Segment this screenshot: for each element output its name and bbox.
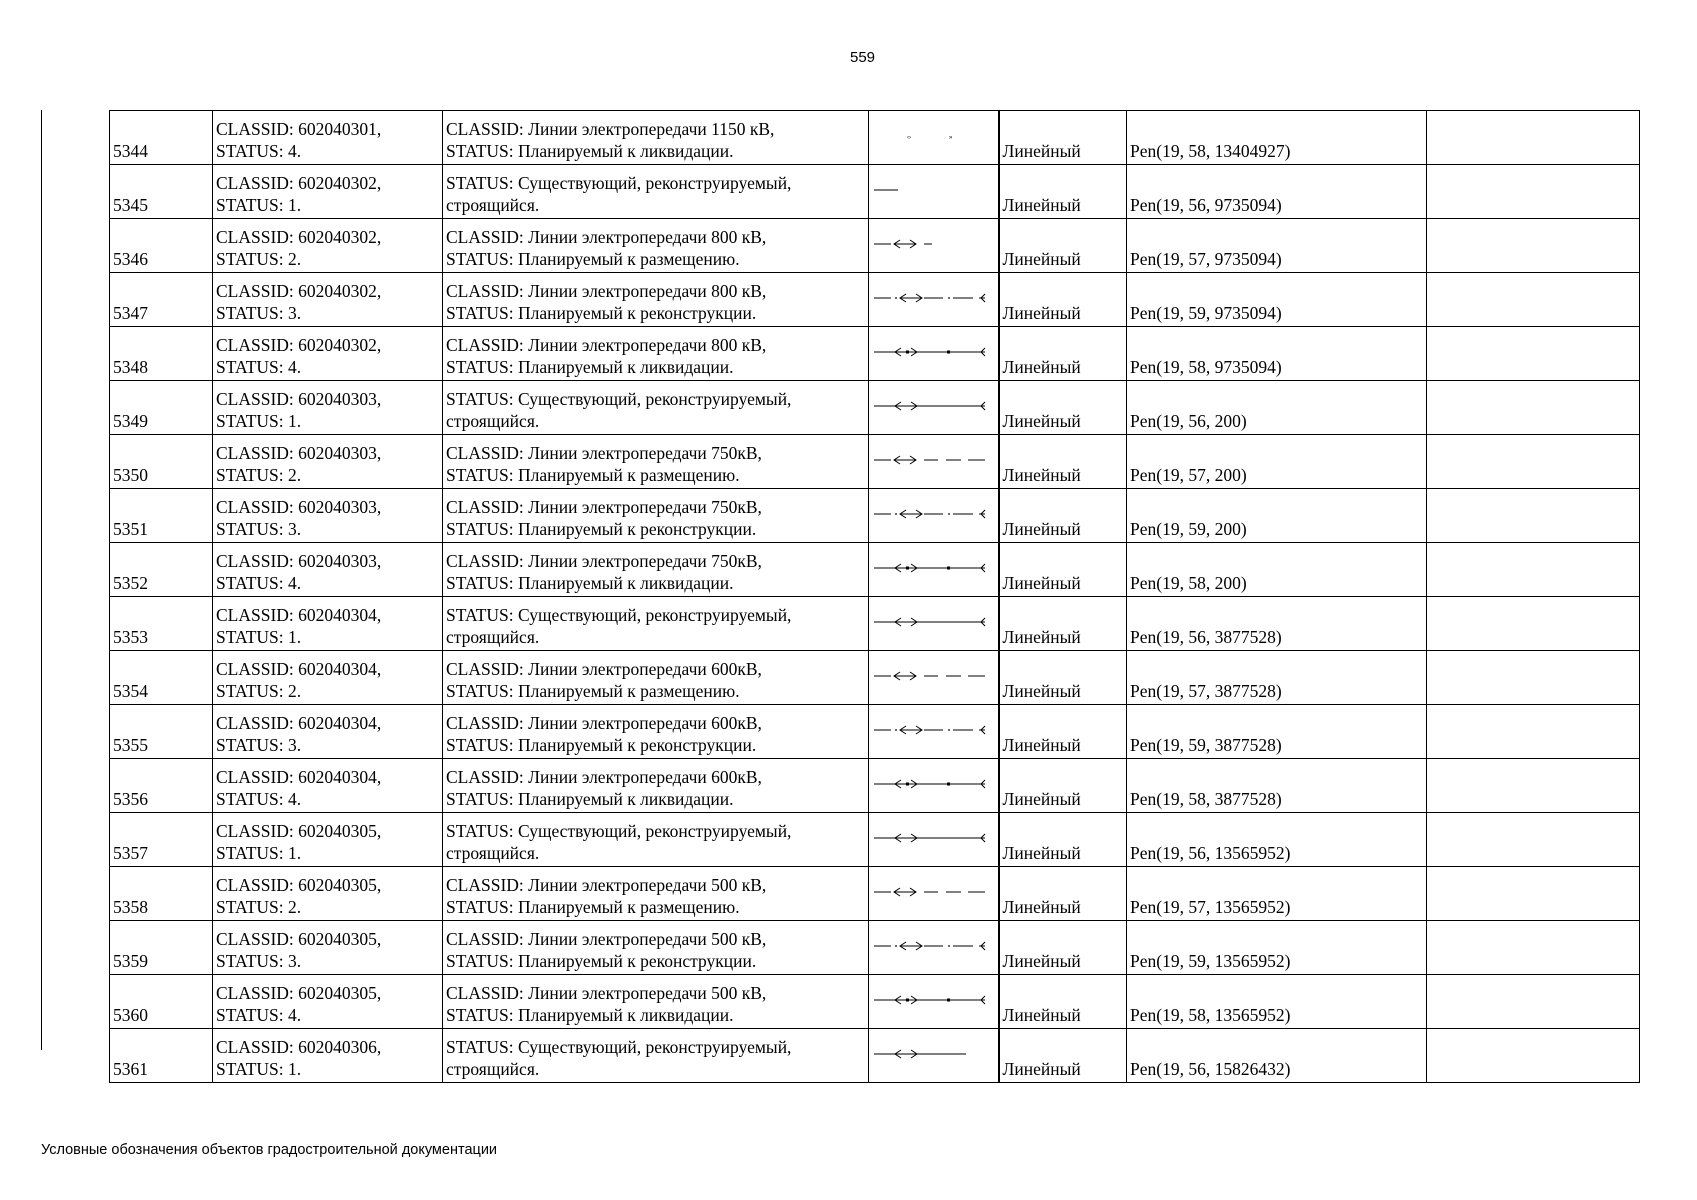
table-row <box>110 327 1640 381</box>
description-line: CLASSID: Линии электропередачи 600кВ, <box>446 713 762 733</box>
footer-caption: Условные обозначения объектов градостроительной документации <box>41 1142 498 1158</box>
power-line-symbol <box>869 705 991 755</box>
empty-cell <box>1427 219 1640 273</box>
classid-status-cell <box>213 651 443 705</box>
classid-status-cell <box>213 597 443 651</box>
classid-status-cell <box>213 219 443 273</box>
pen-style: Pen(19, 58, 13565952) <box>1127 975 1427 1029</box>
classid-status-line: STATUS: 2. <box>216 681 302 701</box>
power-line-symbol <box>869 111 991 161</box>
description-line: CLASSID: Линии электропередачи 600кВ, <box>446 767 762 787</box>
description-line: строящийся. <box>446 627 540 647</box>
description-line: CLASSID: Линии электропередачи 600кВ, <box>446 659 762 679</box>
classid-status-line: CLASSID: 602040302, <box>216 335 382 355</box>
row-code: 5353 <box>110 597 213 651</box>
pen-style: Pen(19, 58, 13404927) <box>1127 111 1427 165</box>
pen-style: Pen(19, 58, 3877528) <box>1127 759 1427 813</box>
classid-status-line: STATUS: 2. <box>216 249 302 269</box>
pen-style: Pen(19, 59, 200) <box>1127 489 1427 543</box>
description-cell <box>443 921 869 975</box>
pen-style: Pen(19, 56, 200) <box>1127 381 1427 435</box>
table-row <box>110 975 1640 1029</box>
row-code: 5347 <box>110 273 213 327</box>
classid-status-cell <box>213 273 443 327</box>
left-margin-rule <box>41 110 42 1050</box>
object-type: Линейный <box>999 489 1127 543</box>
classid-status-cell <box>213 165 443 219</box>
description-cell <box>443 867 869 921</box>
description-line: STATUS: Планируемый к размещению. <box>446 897 740 917</box>
empty-cell <box>1427 921 1640 975</box>
symbol-cell <box>869 327 999 381</box>
classid-status-line: CLASSID: 602040303, <box>216 443 382 463</box>
description-line: CLASSID: Линии электропередачи 500 кВ, <box>446 983 767 1003</box>
classid-status-line: CLASSID: 602040304, <box>216 767 382 787</box>
classid-status-line: STATUS: 1. <box>216 411 302 431</box>
classid-status-line: STATUS: 2. <box>216 465 302 485</box>
symbol-cell <box>869 867 999 921</box>
power-line-symbol <box>869 813 991 863</box>
classid-status-line: STATUS: 1. <box>216 843 302 863</box>
classid-status-line: STATUS: 3. <box>216 303 302 323</box>
empty-cell <box>1427 759 1640 813</box>
row-code: 5355 <box>110 705 213 759</box>
table-row <box>110 219 1640 273</box>
empty-cell <box>1427 975 1640 1029</box>
description-cell <box>443 651 869 705</box>
row-code: 5349 <box>110 381 213 435</box>
classid-status-line: CLASSID: 602040303, <box>216 551 382 571</box>
pen-style: Pen(19, 58, 200) <box>1127 543 1427 597</box>
classid-status-line: STATUS: 4. <box>216 357 302 377</box>
symbol-cell <box>869 489 999 543</box>
object-type: Линейный <box>999 975 1127 1029</box>
description-line: STATUS: Планируемый к ликвидации. <box>446 141 734 161</box>
table-row <box>110 651 1640 705</box>
pen-style: Pen(19, 56, 9735094) <box>1127 165 1427 219</box>
pen-style: Pen(19, 56, 13565952) <box>1127 813 1427 867</box>
table-row <box>110 867 1640 921</box>
description-line: STATUS: Планируемый к ликвидации. <box>446 1005 734 1025</box>
description-cell <box>443 759 869 813</box>
classid-status-line: CLASSID: 602040305, <box>216 875 382 895</box>
table-row <box>110 381 1640 435</box>
symbol-cell <box>869 543 999 597</box>
classid-status-line: CLASSID: 602040306, <box>216 1037 382 1057</box>
classid-status-line: STATUS: 1. <box>216 195 302 215</box>
pen-style: Pen(19, 59, 3877528) <box>1127 705 1427 759</box>
symbol-cell <box>869 381 999 435</box>
description-line: STATUS: Существующий, реконструируемый, <box>446 821 792 841</box>
empty-cell <box>1427 381 1640 435</box>
pen-style: Pen(19, 57, 9735094) <box>1127 219 1427 273</box>
object-type: Линейный <box>999 759 1127 813</box>
empty-cell <box>1427 597 1640 651</box>
classid-status-cell <box>213 489 443 543</box>
description-line: STATUS: Планируемый к размещению. <box>446 465 740 485</box>
symbol-cell <box>869 111 999 165</box>
power-line-symbol <box>869 381 991 431</box>
description-line: STATUS: Планируемый к ликвидации. <box>446 573 734 593</box>
row-code: 5348 <box>110 327 213 381</box>
description-line: строящийся. <box>446 195 540 215</box>
row-code: 5346 <box>110 219 213 273</box>
classid-status-line: STATUS: 3. <box>216 735 302 755</box>
row-code: 5350 <box>110 435 213 489</box>
description-line: CLASSID: Линии электропередачи 750кВ, <box>446 551 762 571</box>
description-line: CLASSID: Линии электропередачи 750кВ, <box>446 497 762 517</box>
classid-status-line: CLASSID: 602040303, <box>216 497 382 517</box>
classid-status-cell <box>213 759 443 813</box>
classid-status-line: STATUS: 4. <box>216 789 302 809</box>
table-row <box>110 435 1640 489</box>
legend-table <box>109 110 1640 1083</box>
object-type: Линейный <box>999 705 1127 759</box>
description-cell <box>443 165 869 219</box>
page-number: 559 <box>849 49 876 66</box>
pen-style: Pen(19, 57, 3877528) <box>1127 651 1427 705</box>
pen-style: Pen(19, 58, 9735094) <box>1127 327 1427 381</box>
pen-style: Pen(19, 56, 15826432) <box>1127 1029 1427 1083</box>
classid-status-line: STATUS: 4. <box>216 141 302 161</box>
classid-status-cell <box>213 1029 443 1083</box>
description-line: CLASSID: Линии электропередачи 800 кВ, <box>446 227 767 247</box>
empty-cell <box>1427 327 1640 381</box>
classid-status-line: STATUS: 4. <box>216 1005 302 1025</box>
table-row <box>110 597 1640 651</box>
classid-status-cell <box>213 813 443 867</box>
object-type: Линейный <box>999 273 1127 327</box>
description-line: STATUS: Планируемый к реконструкции. <box>446 303 757 323</box>
description-cell <box>443 327 869 381</box>
symbol-cell <box>869 219 999 273</box>
symbol-cell <box>869 759 999 813</box>
svg-text:»: » <box>949 135 953 141</box>
power-line-symbol <box>869 435 991 485</box>
object-type: Линейный <box>999 813 1127 867</box>
object-type: Линейный <box>999 867 1127 921</box>
classid-status-cell <box>213 543 443 597</box>
object-type: Линейный <box>999 651 1127 705</box>
power-line-symbol <box>869 489 991 539</box>
classid-status-line: CLASSID: 602040304, <box>216 605 382 625</box>
row-code: 5356 <box>110 759 213 813</box>
svg-text:‹›: ‹› <box>907 135 911 141</box>
table-row <box>110 813 1640 867</box>
description-line: CLASSID: Линии электропередачи 1150 кВ, <box>446 119 775 139</box>
pen-style: Pen(19, 59, 9735094) <box>1127 273 1427 327</box>
pen-style: Pen(19, 59, 13565952) <box>1127 921 1427 975</box>
symbol-cell <box>869 813 999 867</box>
classid-status-line: CLASSID: 602040303, <box>216 389 382 409</box>
power-line-symbol <box>869 273 991 323</box>
symbol-cell <box>869 435 999 489</box>
object-type: Линейный <box>999 543 1127 597</box>
description-cell <box>443 975 869 1029</box>
row-code: 5361 <box>110 1029 213 1083</box>
pen-style: Pen(19, 57, 13565952) <box>1127 867 1427 921</box>
table-row <box>110 543 1640 597</box>
description-line: STATUS: Планируемый к размещению. <box>446 249 740 269</box>
classid-status-line: STATUS: 3. <box>216 519 302 539</box>
empty-cell <box>1427 867 1640 921</box>
symbol-cell <box>869 1029 999 1083</box>
description-line: STATUS: Планируемый к реконструкции. <box>446 735 757 755</box>
classid-status-cell <box>213 381 443 435</box>
description-line: CLASSID: Линии электропередачи 500 кВ, <box>446 875 767 895</box>
classid-status-line: CLASSID: 602040305, <box>216 821 382 841</box>
classid-status-line: CLASSID: 602040302, <box>216 173 382 193</box>
description-cell <box>443 381 869 435</box>
description-line: STATUS: Существующий, реконструируемый, <box>446 173 792 193</box>
power-line-symbol <box>869 975 991 1025</box>
object-type: Линейный <box>999 165 1127 219</box>
classid-status-line: CLASSID: 602040301, <box>216 119 382 139</box>
description-cell <box>443 1029 869 1083</box>
description-cell <box>443 489 869 543</box>
pen-style: Pen(19, 57, 200) <box>1127 435 1427 489</box>
description-line: STATUS: Существующий, реконструируемый, <box>446 389 792 409</box>
classid-status-line: STATUS: 1. <box>216 627 302 647</box>
power-line-symbol <box>869 597 991 647</box>
table-row <box>110 489 1640 543</box>
description-line: STATUS: Планируемый к размещению. <box>446 681 740 701</box>
empty-cell <box>1427 489 1640 543</box>
table-row <box>110 1029 1640 1083</box>
power-line-symbol <box>869 327 991 377</box>
empty-cell <box>1427 165 1640 219</box>
description-line: CLASSID: Линии электропередачи 800 кВ, <box>446 281 767 301</box>
empty-cell <box>1427 651 1640 705</box>
empty-cell <box>1427 111 1640 165</box>
empty-cell <box>1427 543 1640 597</box>
power-line-symbol <box>869 867 991 917</box>
classid-status-cell <box>213 921 443 975</box>
object-type: Линейный <box>999 381 1127 435</box>
power-line-symbol <box>869 219 991 269</box>
classid-status-line: STATUS: 1. <box>216 1059 302 1079</box>
description-cell <box>443 543 869 597</box>
classid-status-cell <box>213 111 443 165</box>
description-cell <box>443 435 869 489</box>
description-line: STATUS: Планируемый к ликвидации. <box>446 789 734 809</box>
object-type: Линейный <box>999 327 1127 381</box>
classid-status-line: CLASSID: 602040304, <box>216 659 382 679</box>
power-line-symbol <box>869 921 991 971</box>
description-line: STATUS: Существующий, реконструируемый, <box>446 605 792 625</box>
classid-status-cell <box>213 435 443 489</box>
row-code: 5344 <box>110 111 213 165</box>
pen-style: Pen(19, 56, 3877528) <box>1127 597 1427 651</box>
object-type: Линейный <box>999 921 1127 975</box>
row-code: 5360 <box>110 975 213 1029</box>
power-line-symbol <box>869 651 991 701</box>
row-code: 5357 <box>110 813 213 867</box>
classid-status-line: CLASSID: 602040305, <box>216 983 382 1003</box>
description-line: STATUS: Планируемый к ликвидации. <box>446 357 734 377</box>
power-line-symbol <box>869 543 991 593</box>
description-line: CLASSID: Линии электропередачи 750кВ, <box>446 443 762 463</box>
description-cell <box>443 597 869 651</box>
classid-status-cell <box>213 975 443 1029</box>
classid-status-line: STATUS: 4. <box>216 573 302 593</box>
description-line: CLASSID: Линии электропередачи 800 кВ, <box>446 335 767 355</box>
power-line-symbol <box>869 165 991 215</box>
power-line-symbol <box>869 1029 991 1079</box>
table-row <box>110 759 1640 813</box>
description-cell <box>443 273 869 327</box>
description-cell <box>443 813 869 867</box>
table-row <box>110 921 1640 975</box>
object-type: Линейный <box>999 597 1127 651</box>
classid-status-line: STATUS: 2. <box>216 897 302 917</box>
classid-status-cell <box>213 867 443 921</box>
classid-status-line: CLASSID: 602040302, <box>216 227 382 247</box>
description-cell <box>443 705 869 759</box>
symbol-cell <box>869 921 999 975</box>
description-line: CLASSID: Линии электропередачи 500 кВ, <box>446 929 767 949</box>
symbol-cell <box>869 651 999 705</box>
row-code: 5351 <box>110 489 213 543</box>
object-type: Линейный <box>999 435 1127 489</box>
classid-status-cell <box>213 705 443 759</box>
table-row <box>110 165 1640 219</box>
symbol-cell <box>869 273 999 327</box>
object-type: Линейный <box>999 219 1127 273</box>
symbol-cell <box>869 165 999 219</box>
row-code: 5359 <box>110 921 213 975</box>
classid-status-cell <box>213 327 443 381</box>
table-row <box>110 705 1640 759</box>
empty-cell <box>1427 435 1640 489</box>
power-line-symbol <box>869 759 991 809</box>
classid-status-line: CLASSID: 602040304, <box>216 713 382 733</box>
empty-cell <box>1427 273 1640 327</box>
empty-cell <box>1427 1029 1640 1083</box>
object-type: Линейный <box>999 111 1127 165</box>
classid-status-line: STATUS: 3. <box>216 951 302 971</box>
description-line: STATUS: Существующий, реконструируемый, <box>446 1037 792 1057</box>
empty-cell <box>1427 705 1640 759</box>
description-line: строящийся. <box>446 1059 540 1079</box>
description-cell <box>443 111 869 165</box>
description-line: STATUS: Планируемый к реконструкции. <box>446 951 757 971</box>
symbol-cell <box>869 597 999 651</box>
row-code: 5352 <box>110 543 213 597</box>
description-line: строящийся. <box>446 843 540 863</box>
symbol-cell <box>869 705 999 759</box>
table-row <box>110 273 1640 327</box>
row-code: 5354 <box>110 651 213 705</box>
classid-status-line: CLASSID: 602040305, <box>216 929 382 949</box>
object-type: Линейный <box>999 1029 1127 1083</box>
row-code: 5358 <box>110 867 213 921</box>
description-cell <box>443 219 869 273</box>
row-code: 5345 <box>110 165 213 219</box>
description-line: STATUS: Планируемый к реконструкции. <box>446 519 757 539</box>
empty-cell <box>1427 813 1640 867</box>
table-row <box>110 111 1640 165</box>
classid-status-line: CLASSID: 602040302, <box>216 281 382 301</box>
description-line: строящийся. <box>446 411 540 431</box>
symbol-cell <box>869 975 999 1029</box>
